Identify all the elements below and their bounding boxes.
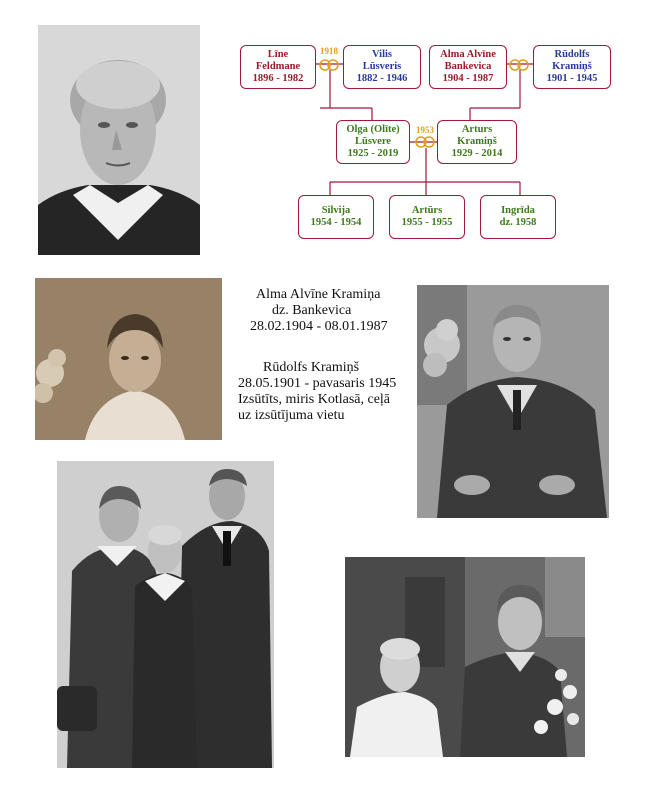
person-years: 1925 - 2019 xyxy=(347,148,399,159)
person-name: Vilis xyxy=(371,49,393,60)
person-name: Artūrs xyxy=(411,205,443,216)
person-years: 1955 - 1955 xyxy=(401,217,453,228)
person-name: Alma Alvīne xyxy=(440,49,496,60)
caption-rudolfs-name: Rūdolfs Kramiņš xyxy=(263,360,360,375)
person-name: Līne xyxy=(267,49,289,60)
person-box-alma-bankevica xyxy=(429,45,507,89)
family-tree xyxy=(0,0,648,260)
person-surname: Lūsveris xyxy=(362,61,402,72)
portrait-rudolfs-photo xyxy=(417,285,609,518)
person-years: 1896 - 1982 xyxy=(252,73,304,84)
person-box-line-feldmane xyxy=(240,45,316,89)
person-surname: Lūsvere xyxy=(355,136,391,147)
marriage-year-1953: 1953 xyxy=(416,125,434,135)
person-name: Rūdolfs xyxy=(554,49,590,60)
person-years: 1901 - 1945 xyxy=(546,73,598,84)
person-box-ingrida xyxy=(480,195,556,239)
person-box-rudolfs-kramins xyxy=(533,45,611,89)
caption-alma-maiden-name: dz. Bankevica xyxy=(272,303,352,318)
family-group-photo xyxy=(57,461,274,768)
person-box-arturs-kramins xyxy=(437,120,517,164)
person-box-arturs-child xyxy=(389,195,465,239)
person-years: 1904 - 1987 xyxy=(442,73,494,84)
person-box-vilis-lusveris xyxy=(343,45,421,89)
person-years: dz. 1958 xyxy=(499,217,537,228)
person-name: Arturs xyxy=(461,124,493,135)
person-surname: Kramiņš xyxy=(552,61,592,72)
person-box-silvija xyxy=(298,195,374,239)
person-name: Olga (Olīte) xyxy=(346,124,400,135)
person-surname: Kramiņš xyxy=(457,136,497,147)
caption-alma-name: Alma Alvīne Kramiņa xyxy=(256,287,381,302)
caption-rudolfs xyxy=(238,360,396,424)
portrait-young-alma-photo xyxy=(35,278,222,440)
person-surname: Bankevica xyxy=(444,61,492,72)
person-years: 1954 - 1954 xyxy=(310,217,362,228)
person-box-olga-lusvere xyxy=(336,120,410,164)
caption-rudolfs-dates: 28.05.1901 - pavasaris 1945 xyxy=(238,376,397,391)
person-years: 1882 - 1946 xyxy=(356,73,408,84)
mother-son-flowers-photo xyxy=(345,557,585,757)
caption-rudolfs-note-1: Izsūtīts, miris Kotlasā, ceļā xyxy=(238,392,391,407)
caption-alma-dates: 28.02.1904 - 08.01.1987 xyxy=(250,319,388,334)
person-surname: Feldmane xyxy=(255,61,301,72)
person-years: 1929 - 2014 xyxy=(451,148,503,159)
person-name: Ingrīda xyxy=(501,205,535,216)
caption-rudolfs-note-2: uz izsūtījuma vietu xyxy=(238,408,345,423)
person-name: Silvija xyxy=(321,205,351,216)
marriage-year-1918: 1918 xyxy=(320,46,338,56)
caption-alma xyxy=(250,287,388,335)
